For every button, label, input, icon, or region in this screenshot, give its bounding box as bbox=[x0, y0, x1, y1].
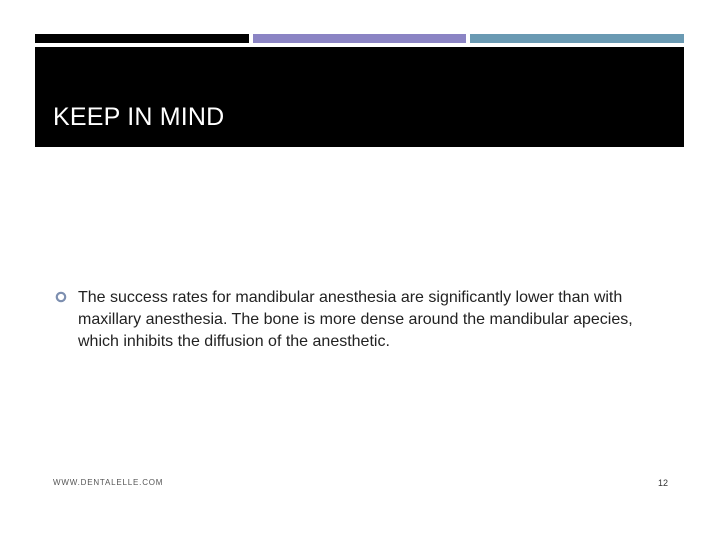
accent-bar-purple bbox=[253, 34, 466, 43]
hollow-circle-bullet-icon bbox=[55, 291, 67, 303]
slide-title: KEEP IN MIND bbox=[53, 103, 225, 131]
title-band bbox=[35, 47, 684, 147]
bullet-text: The success rates for mandibular anesthesia are significantly lower than with maxillary anesthesia. The bone is more dense around the mandibular apecies, which inhibits the diffusion of the anesthetic. bbox=[78, 289, 633, 350]
footer-url: WWW.DENTALELLE.COM bbox=[53, 478, 164, 487]
accent-bar-blue bbox=[470, 34, 684, 43]
accent-bar-black bbox=[35, 34, 249, 43]
page-number: 12 bbox=[657, 478, 668, 488]
